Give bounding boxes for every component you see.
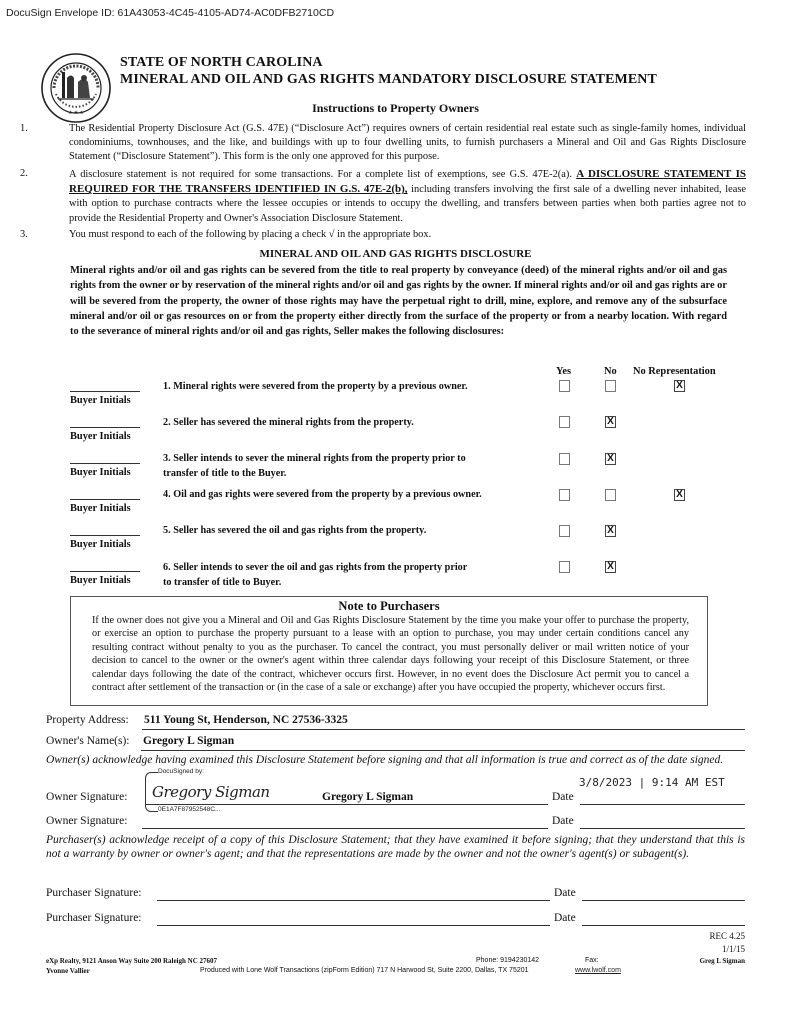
item-number: 2. <box>20 168 28 179</box>
q2-no-checkbox[interactable]: X <box>605 416 616 428</box>
svg-text:★ ★ ★: ★ ★ ★ <box>68 111 84 116</box>
question-text: 6. Seller intends to sever the oil and gas rights from the property prior <box>163 562 468 573</box>
question-text: 1. Mineral rights were severed from the property by a previous owner. <box>163 381 468 392</box>
owner-signature-script[interactable]: Gregory Sigman <box>152 783 270 801</box>
item-text-before: A disclosure statement is not required for some transactions. For a complete list of exemptions, see G.S. 47E-2(a). <box>69 169 577 180</box>
question-3 <box>163 452 466 481</box>
q3-yes-checkbox[interactable] <box>559 453 570 465</box>
question-text: 3. Seller intends to sever the mineral rights from the property prior to <box>163 453 466 464</box>
docusign-hash: 0E1A7F87952548C... <box>158 806 221 813</box>
question-text-cont: to transfer of title to Buyer. <box>163 576 282 588</box>
property-address-label: Property Address: <box>46 714 129 726</box>
purchaser2-signature-label: Purchaser Signature: <box>46 912 142 924</box>
instructions-title: Instructions to Property Owners <box>312 101 479 115</box>
q6-no-checkbox[interactable]: X <box>605 561 616 573</box>
buyer-initials-label: Buyer Initials <box>70 431 131 442</box>
owners-name-value[interactable]: Gregory L Sigman <box>143 735 235 747</box>
question-2 <box>163 416 414 431</box>
owners-name-label: Owner's Name(s): <box>46 735 130 747</box>
owners-name-underline <box>141 750 745 751</box>
item-number: 3. <box>20 229 28 240</box>
instruction-item-1 <box>20 122 746 165</box>
disclosure-title: MINERAL AND OIL AND GAS RIGHTS DISCLOSURE <box>259 248 532 260</box>
column-yes: Yes <box>556 366 572 377</box>
owner-signature-label: Owner Signature: <box>46 791 128 803</box>
q1-no-representation-checkbox[interactable]: X <box>674 380 685 392</box>
question-text: 4. Oil and gas rights were severed from the property by a previous owner. <box>163 489 482 500</box>
owner-acknowledgement: Owner(s) acknowledge having examined this Disclosure Statement before signing and that all information is true and correct as of the date signed. <box>46 754 724 766</box>
purchaser1-date-field[interactable] <box>582 900 745 901</box>
owner2-signature-label: Owner Signature: <box>46 815 128 827</box>
instruction-item-2 <box>20 167 746 226</box>
docusign-envelope-id: DocuSign Envelope ID: 61A43053-4C45-4105-AD74-AC0DFB2710CD <box>6 7 335 19</box>
question-5 <box>163 524 426 539</box>
q2-yes-checkbox[interactable] <box>559 416 570 428</box>
purchaser1-signature-label: Purchaser Signature: <box>46 887 142 899</box>
buyer-initials-label: Buyer Initials <box>70 539 131 550</box>
form-code: REC 4.25 <box>709 931 745 941</box>
buyer-initials-label: Buyer Initials <box>70 503 131 514</box>
buyer-initials-field-1[interactable] <box>70 391 140 392</box>
q4-yes-checkbox[interactable] <box>559 489 570 501</box>
buyer-initials-field-6[interactable] <box>70 571 140 572</box>
property-address-underline <box>142 729 745 730</box>
question-text: 5. Seller has severed the oil and gas rights from the property. <box>163 525 427 536</box>
purchaser2-date-field[interactable] <box>582 925 745 926</box>
q4-no-representation-checkbox[interactable]: X <box>674 489 685 501</box>
buyer-initials-label: Buyer Initials <box>70 467 131 478</box>
note-body: If the owner does not give you a Mineral and Oil and Gas Rights Disclosure Statement by the time you make your offer to purchase the property, or exercise an option to purchase the property pursuant to a lease with an option to purchase, you may under certain conditions cancel any resulting contract without penalty to you as the purchaser. To cancel the contract, you must personally deliver or mail written notice of your decision to cancel to the owner or the owner's agent within three calendar days following your receipt of this Disclosure Statement, or three calendar days following the date of the contract, whichever occurs first. However, in no event does the Disclosure Act permit you to cancel a contract after settlement of the transaction or (in the case of a sale or exchange) after you have occupied the property, whichever occurs first. <box>92 615 689 694</box>
date-label: Date <box>552 791 574 803</box>
buyer-initials-label: Buyer Initials <box>70 575 131 586</box>
agent-name: Yvonne Vallier <box>46 967 90 975</box>
buyer-initials-field-3[interactable] <box>70 463 140 464</box>
date-label: Date <box>554 887 576 899</box>
item-text: You must respond to each of the following by placing a check √ in the appropriate box. <box>69 229 432 240</box>
q5-yes-checkbox[interactable] <box>559 525 570 537</box>
date-label: Date <box>552 815 574 827</box>
q1-no-checkbox[interactable] <box>605 380 616 392</box>
owner2-date-field[interactable] <box>580 828 745 829</box>
buyer-initials-field-5[interactable] <box>70 535 140 536</box>
buyer-initials-field-4[interactable] <box>70 499 140 500</box>
produced-with: Produced with Lone Wolf Transactions (zipForm Edition) 717 N Harwood St, Suite 2200, Dallas, TX 75201 <box>200 967 529 974</box>
date-label: Date <box>554 912 576 924</box>
fax: Fax: <box>585 957 599 964</box>
q5-no-checkbox[interactable]: X <box>605 525 616 537</box>
purchaser1-signature-field[interactable] <box>157 900 550 901</box>
buyer-initials-field-2[interactable] <box>70 427 140 428</box>
owner-signature-timestamp: 3/8/2023 | 9:14 AM EST <box>579 776 725 789</box>
owner-signature-printed-name: Gregory L Sigman <box>322 791 414 803</box>
purchaser2-signature-field[interactable] <box>157 925 550 926</box>
form-date: 1/1/15 <box>721 944 745 954</box>
disclosure-body: Mineral rights and/or oil and gas rights can be severed from the title to real property by conveyance (deed) of the mineral rights and/or oil and gas rights from the owner or by reservation of the mineral rights and/or oil and gas rights by the owner. If mineral rights and/or oil and gas rights are or will be severed from the property, the owner of those rights may have the perpetual right to drill, mine, explore, and remove any of the subsurface mineral and/or oil or gas resources on or from the property either directly from the surface of the property or from a nearby location. With regard to the severance of mineral rights and/or oil and gas rights, Seller makes the following disclosures: <box>70 265 727 338</box>
document-name: Greg L Sigman <box>699 957 745 965</box>
buyer-initials-label: Buyer Initials <box>70 395 131 406</box>
question-text-cont: transfer of title to the Buyer. <box>163 467 287 479</box>
q1-yes-checkbox[interactable] <box>559 380 570 392</box>
item-number: 1. <box>20 123 28 134</box>
question-6 <box>163 561 467 590</box>
phone: Phone: 9194230142 <box>476 957 540 964</box>
q4-no-checkbox[interactable] <box>605 489 616 501</box>
purchaser-acknowledgement: Purchaser(s) acknowledge receipt of a copy of this Disclosure Statement; that they have examined it before signing; that they understand that this is not a warranty by owner or owner's agent; and that the representations are made by the owner and not the owner's agent(s) or subagent(s). <box>46 834 745 860</box>
question-text: 2. Seller has severed the mineral rights from the property. <box>163 417 414 428</box>
q6-yes-checkbox[interactable] <box>559 561 570 573</box>
question-1 <box>163 380 468 395</box>
note-to-purchasers-box <box>70 596 708 706</box>
question-4 <box>163 488 482 503</box>
title-form: MINERAL AND OIL AND GAS RIGHTS MANDATORY DISCLOSURE STATEMENT <box>120 72 657 87</box>
item-text-after: including transfers involving the first sale of a dwelling never inhabited, lease with option to purchase contracts where the lessee occupies or intends to occupy the dwelling, and transfers between parties when both parties agree not to provide the Residential Property and Owner's Association Disclosure Statement. <box>69 184 746 224</box>
owner-signature-underline <box>145 804 548 805</box>
instruction-item-3 <box>20 228 746 242</box>
q3-no-checkbox[interactable]: X <box>605 453 616 465</box>
property-address-value[interactable]: 511 Young St, Henderson, NC 27536-3325 <box>144 714 348 726</box>
owner2-signature-field[interactable] <box>142 828 548 829</box>
brokerage-info: eXp Realty, 9121 Anson Way Suite 200 Raleigh NC 27607 <box>46 957 217 965</box>
item-text <box>69 167 746 226</box>
column-no-representation: No Representation <box>633 366 716 377</box>
owner-date-underline[interactable] <box>580 804 745 805</box>
lwolf-link[interactable]: www.lwolf.com <box>575 967 621 974</box>
docusigned-by-label: DocuSigned by: <box>158 768 204 775</box>
note-title: Note to Purchasers <box>338 599 440 613</box>
column-no: No <box>604 366 617 377</box>
title-state: STATE OF NORTH CAROLINA <box>120 55 323 70</box>
item-text-underlined: A DISCLOSURE STATEMENT IS REQUIRED FOR THE TRANSFERS IDENTIFIED IN G.S. 47E-2(b), <box>69 168 747 196</box>
item-text: The Residential Property Disclosure Act (G.S. 47E) (“Disclosure Act”) requires owners of certain residential real estate such as single-family homes, individual condominiums, townhouses, and the like, and buildings with up to four dwelling units, to furnish purchasers a Mineral and Oil and Gas Rights Disclosure Statement (“Disclosure Statement”). This form is the only one approved for this purpose. <box>69 123 746 163</box>
